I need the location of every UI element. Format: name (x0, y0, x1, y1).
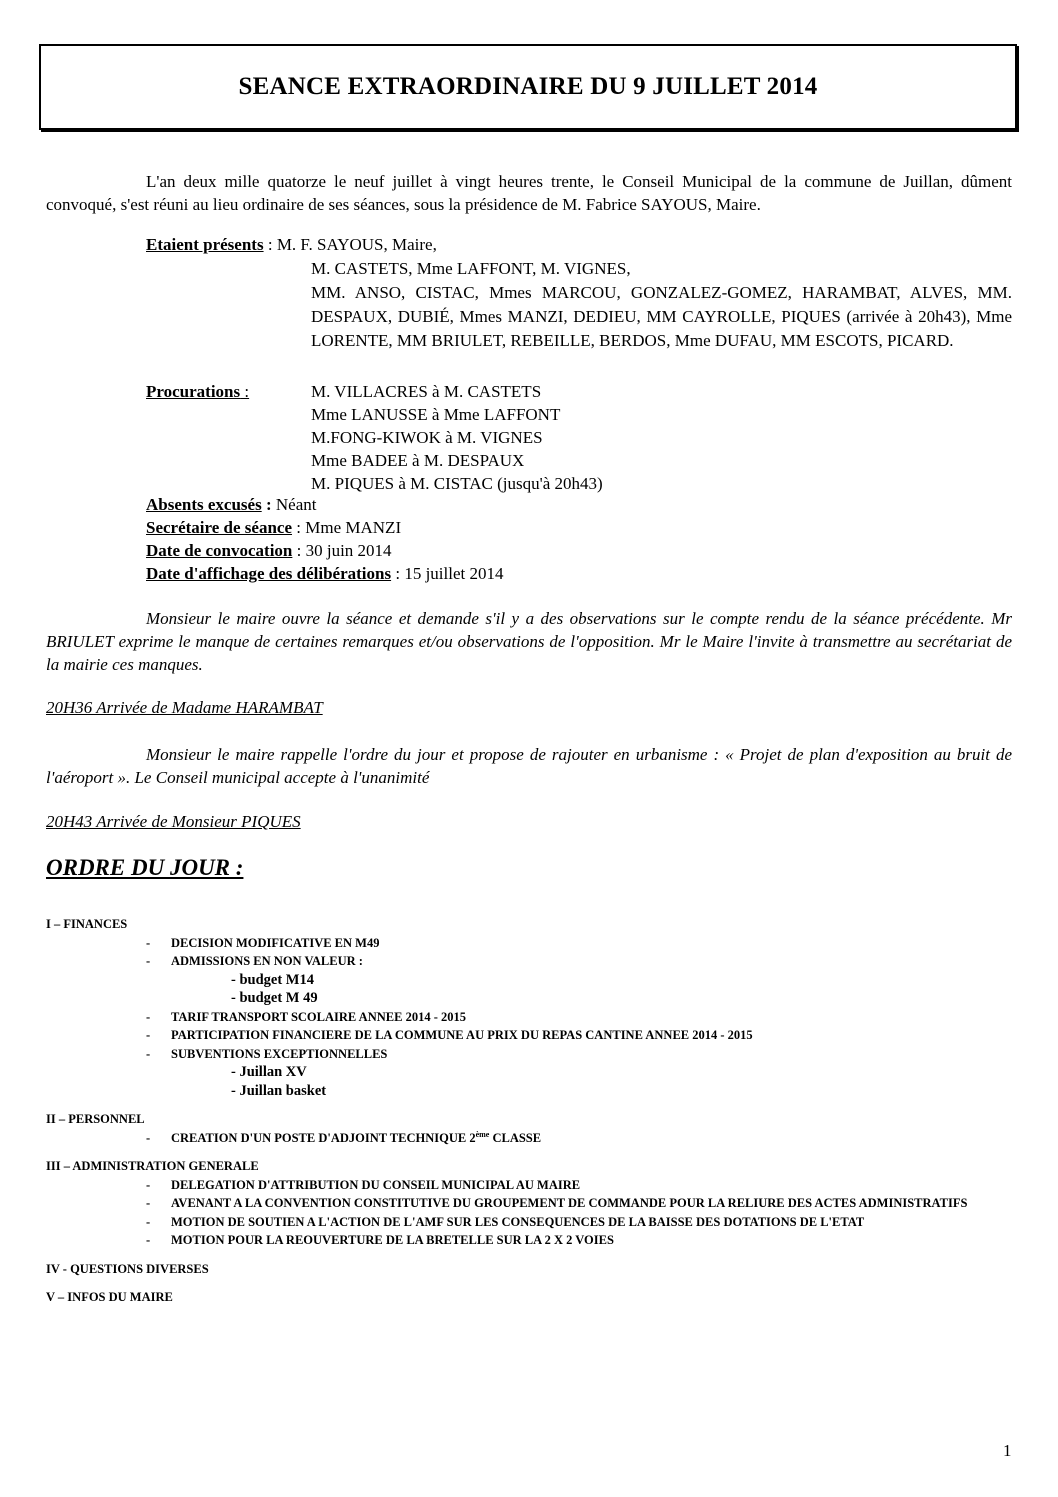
agenda-item (46, 1026, 1016, 1045)
title-box (39, 44, 1017, 130)
agenda-item (46, 1045, 1016, 1064)
bullet-dash: - (146, 1130, 151, 1145)
agenda-item-text: MOTION POUR LA REOUVERTURE DE LA BRETELLE SUR LA 2 X 2 VOIES (171, 1233, 614, 1247)
superscript: ème (475, 1129, 490, 1139)
attendees-first-line: M. F. SAYOUS, Maire, (276, 235, 437, 254)
agenda-item (46, 1176, 1016, 1195)
proxies-block (146, 380, 1012, 493)
bullet-dash: - (146, 1046, 151, 1061)
agenda-item-text: SUBVENTIONS EXCEPTIONNELLES (171, 1046, 388, 1061)
meta-convocation-date (146, 539, 1012, 562)
agenda-subitem: - budget M 49 (231, 990, 318, 1006)
bullet-dash: - (146, 1177, 151, 1192)
agenda-item (46, 1194, 1016, 1213)
bullet-dash: - (146, 954, 151, 968)
meta-posting-date (146, 562, 1012, 585)
attendees-label: Etaient présents (146, 235, 264, 254)
attendees-sep: : (263, 235, 277, 254)
section-questions: IV - QUESTIONS DIVERSES (46, 1261, 209, 1276)
proxy-item: M. VILLACRES à M. CASTETS (311, 382, 542, 401)
bullet-dash: - (146, 1196, 151, 1210)
section-personnel: II – PERSONNEL (46, 1112, 145, 1126)
meta-value: Mme MANZI (305, 518, 402, 537)
intro-paragraph (46, 170, 1012, 216)
meta-label: Absents excusés (146, 495, 262, 514)
agenda-paragraph (46, 743, 1012, 789)
attendees-list (311, 257, 1012, 353)
agenda-item (46, 952, 1016, 971)
agenda-item (46, 1231, 1016, 1250)
agenda-item (46, 1213, 1016, 1232)
bullet-dash: - (146, 1009, 151, 1024)
meta-sep: : (292, 518, 306, 537)
attendees-block (146, 233, 1012, 353)
agenda-item-text: DECISION MODIFICATIVE EN M49 (171, 935, 380, 950)
meta-value: 15 juillet 2014 (404, 564, 504, 583)
agenda-subitem: - budget M14 (231, 971, 314, 988)
meeting-meta (146, 493, 1012, 585)
arrival-note-1: 20H36 Arrivée de Madame HARAMBAT (46, 698, 323, 717)
attendees-line-2: M. CASTETS, Mme LAFFONT, M. VIGNES, (311, 259, 631, 278)
opening-text: Monsieur le maire ouvre la séance et demande s'il y a des observations sur le compte rendu de la séance précédente. Mr BRIULET exprime le manque de certaines remarques et/ou observations de l'opposition. Mr le Maire l'invite à transmettre au secrétariat de la mairie ces manques. (46, 609, 1012, 674)
meta-sep: : (391, 564, 405, 583)
meta-label: Date de convocation (146, 541, 293, 560)
proxy-item: M.FONG-KIWOK à M. VIGNES (311, 428, 543, 447)
meta-secretary (146, 516, 1012, 539)
meta-label: Secrétaire de séance (146, 518, 293, 537)
proxy-item: M. PIQUES à M. CISTAC (jusqu'à 20h43) (311, 474, 603, 493)
bullet-dash: - (146, 935, 151, 950)
agenda-paragraph-text: Monsieur le maire rappelle l'ordre du jour et propose de rajouter en urbanisme : « Projet de plan d'exposition au bruit de l'aéroport ». Le Conseil municipal accepte à l'unanimité (46, 745, 1012, 787)
proxies-label: Procurations (146, 382, 241, 401)
agenda-subitem: - Juillan basket (231, 1082, 327, 1099)
proxies-list (311, 380, 603, 495)
agenda-item (46, 934, 1016, 953)
agenda-item-text: CLASSE (489, 1130, 542, 1145)
agenda-item (46, 1129, 1016, 1148)
proxies-sep: : (240, 382, 250, 401)
opening-paragraph (46, 607, 1012, 676)
agenda-item-text: DELEGATION D'ATTRIBUTION DU CONSEIL MUNICIPAL AU MAIRE (171, 1177, 581, 1192)
agenda-item-text: TARIF TRANSPORT SCOLAIRE ANNEE 2014 - 2015 (171, 1009, 466, 1024)
section-mayor-info: V – INFOS DU MAIRE (46, 1290, 173, 1304)
document-title: SEANCE EXTRAORDINAIRE DU 9 JUILLET 2014 (238, 73, 818, 100)
bullet-dash: - (146, 1214, 151, 1229)
meta-absents (146, 493, 1012, 516)
section-finances: I – FINANCES (46, 917, 128, 931)
meta-value: Néant (275, 495, 317, 514)
meta-sep: : (261, 495, 276, 514)
bullet-dash: - (146, 1028, 151, 1042)
proxy-item: Mme BADEE à M. DESPAUX (311, 451, 525, 470)
agenda-item-text: MOTION DE SOUTIEN A L'ACTION DE L'AMF SUR LES CONSEQUENCES DE LA BAISSE DES DOTATIONS DE L'ETAT (171, 1214, 865, 1229)
attendees-rest: MM. ANSO, CISTAC, Mmes MARCOU, GONZALEZ-GOMEZ, HARAMBAT, ALVES, MM. DESPAUX, DUBIÉ, Mmes MANZI, DEDIEU, MM CAYROLLE, PIQUES (arrivée à 20h43), Mme LORENTE, MM BRIULET, REBEILLE, BERDOS, Mme DUFAU, MM ESCOTS, PICARD. (311, 283, 1012, 350)
agenda-heading: ORDRE DU JOUR : (46, 855, 244, 880)
agenda-item-text: ADMISSIONS EN NON VALEUR : (171, 954, 363, 968)
page-number: 1 (1003, 1441, 1012, 1460)
section-administration: III – ADMINISTRATION GENERALE (46, 1159, 259, 1173)
agenda-item-text: PARTICIPATION FINANCIERE DE LA COMMUNE AU PRIX DU REPAS CANTINE ANNEE 2014 - 2015 (171, 1028, 753, 1042)
agenda-item-text: CREATION D'UN POSTE D'ADJOINT TECHNIQUE 2 (171, 1130, 476, 1145)
agenda-item (46, 1008, 1016, 1027)
agenda-subitem: - Juillan XV (231, 1064, 307, 1080)
agenda-list (46, 915, 1016, 1307)
agenda-item-text: AVENANT A LA CONVENTION CONSTITUTIVE DU GROUPEMENT DE COMMANDE POUR LA RELIURE DES ACTES ADMINISTRATIFS (171, 1196, 968, 1210)
meta-value: 30 juin 2014 (305, 541, 392, 560)
bullet-dash: - (146, 1233, 151, 1247)
arrival-note-2: 20H43 Arrivée de Monsieur PIQUES (46, 812, 301, 831)
meta-label: Date d'affichage des délibérations (146, 564, 392, 583)
proxy-item: Mme LANUSSE à Mme LAFFONT (311, 405, 561, 424)
intro-text: L'an deux mille quatorze le neuf juillet à vingt heures trente, le Conseil Municipal de la commune de Juillan, dûment convoqué, s'est réuni au lieu ordinaire de ses séances, sous la présidence de M. Fabrice SAYOUS, Maire. (46, 172, 1012, 214)
proxies-label-wrap (146, 380, 311, 403)
meta-sep: : (292, 541, 306, 560)
